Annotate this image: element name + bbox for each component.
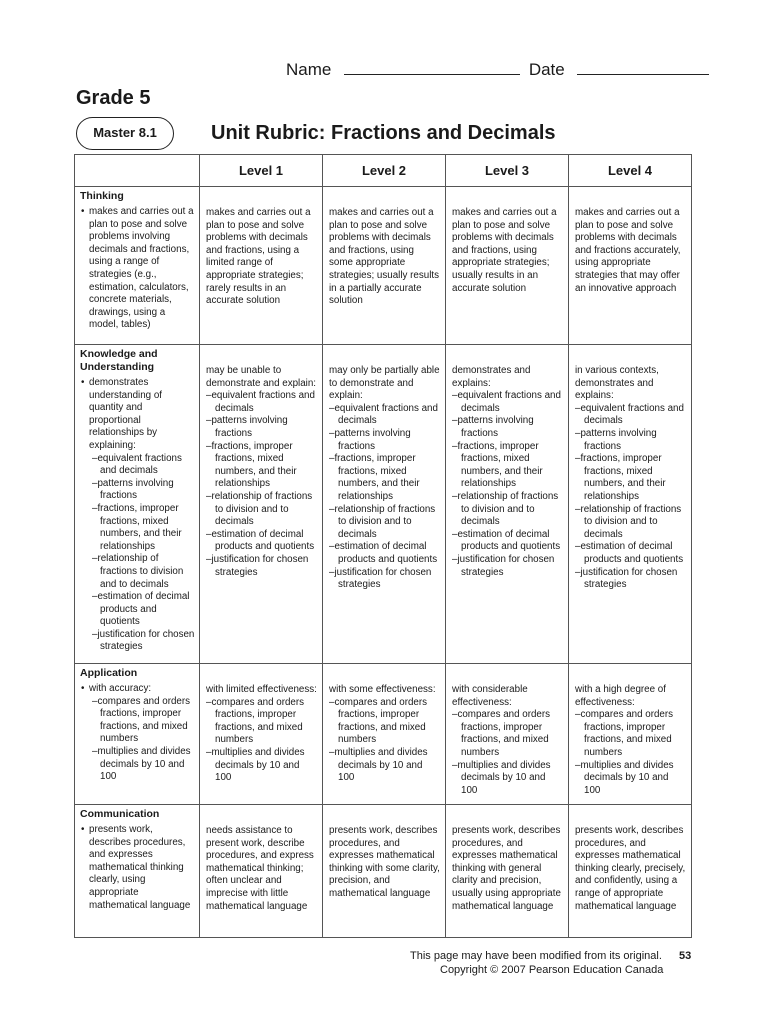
level-4-cell bbox=[569, 345, 692, 664]
level-1-cell bbox=[200, 345, 323, 664]
dash-icon: – bbox=[329, 453, 335, 465]
rubric-row bbox=[75, 805, 692, 938]
level-subitem bbox=[206, 441, 317, 491]
dash-icon: – bbox=[452, 440, 458, 452]
criterion-subitem-text: fractions, improper fractions, mixed numbers, and their relationships bbox=[97, 502, 182, 552]
criterion-subitem-text: patterns involving fractions bbox=[97, 477, 174, 502]
criterion-cell bbox=[75, 187, 200, 345]
level-subitem bbox=[206, 747, 317, 785]
level-3-cell bbox=[446, 345, 569, 664]
level-subitem bbox=[575, 403, 686, 428]
criterion-description bbox=[80, 824, 195, 912]
level-descriptor: with a high degree of effectiveness: bbox=[575, 684, 666, 708]
master-badge: Master 8.1 bbox=[76, 117, 174, 150]
level-descriptor: may only be partially able to demonstrate and explain: bbox=[329, 365, 440, 402]
level-descriptor: with limited effectiveness: bbox=[206, 684, 317, 695]
criterion-description bbox=[80, 377, 195, 453]
level-descriptor: needs assistance to present work, describe procedures, and express mathematical thinking; often unclear and imprecise with little mathematical language bbox=[206, 825, 314, 912]
criterion-subitem-text: justification for chosen strategies bbox=[97, 628, 195, 653]
bullet-icon: • bbox=[81, 377, 85, 388]
dash-icon: – bbox=[575, 453, 581, 465]
level-header: Level 1 bbox=[200, 155, 323, 187]
dash-icon: – bbox=[206, 390, 212, 402]
dash-icon: – bbox=[92, 502, 98, 514]
level-subitem-text: fractions, improper fractions, mixed numbers, and their relationships bbox=[580, 453, 666, 502]
level-subitem-text: justification for chosen strategies bbox=[457, 553, 555, 578]
level-2-cell bbox=[323, 345, 446, 664]
level-1-cell bbox=[200, 664, 323, 805]
page-number: 53 bbox=[679, 950, 692, 962]
criterion-subitem bbox=[80, 591, 195, 629]
dash-icon: – bbox=[329, 503, 335, 515]
level-2-cell bbox=[323, 187, 446, 345]
dash-icon: – bbox=[206, 696, 212, 708]
level-1-cell bbox=[200, 187, 323, 345]
dash-icon: – bbox=[452, 490, 458, 502]
criterion-subitem-text: compares and orders fractions, improper fractions, and mixed numbers bbox=[97, 695, 191, 745]
criterion-description-text: with accuracy: bbox=[89, 683, 152, 694]
name-blank[interactable] bbox=[344, 60, 520, 75]
level-header: Level 3 bbox=[446, 155, 569, 187]
criterion-subitem bbox=[80, 696, 195, 746]
level-2-cell bbox=[323, 805, 446, 938]
level-3-cell bbox=[446, 664, 569, 805]
level-subitem bbox=[575, 453, 686, 503]
bullet-icon: • bbox=[81, 683, 85, 694]
level-subitem-text: fractions, improper fractions, mixed numbers, and their relationships bbox=[211, 440, 297, 490]
level-subitem bbox=[452, 390, 563, 415]
criterion-description-text: makes and carries out a plan to pose and solve problems involving decimals and fractions, using a range of strategies (e.g., estimation, calculators, concrete materials, drawings, using a model, tables) bbox=[89, 206, 194, 331]
criterion-subitem-text: multiplies and divides decimals by 10 and 100 bbox=[97, 745, 191, 783]
name-date-line bbox=[286, 60, 709, 80]
level-descriptor: may be unable to demonstrate and explain: bbox=[206, 365, 317, 389]
level-subitem bbox=[206, 554, 317, 579]
criterion-cell bbox=[75, 664, 200, 805]
page-title: Unit Rubric: Fractions and Decimals bbox=[211, 122, 556, 144]
level-subitem-text: equivalent fractions and decimals bbox=[211, 390, 315, 414]
dash-icon: – bbox=[452, 528, 458, 540]
criterion-subitem bbox=[80, 453, 195, 478]
level-descriptor: presents work, describes procedures, and expresses mathematical thinking with some clarity, precision, and mathematical language bbox=[329, 825, 440, 899]
level-header: Level 4 bbox=[569, 155, 692, 187]
dash-icon: – bbox=[329, 566, 335, 578]
level-subitem-text: justification for chosen strategies bbox=[580, 566, 678, 591]
criterion-subitem bbox=[80, 629, 195, 654]
modification-note: This page may have been modified from its original. bbox=[410, 950, 662, 962]
level-subitem bbox=[452, 709, 563, 759]
level-subitem-text: equivalent fractions and decimals bbox=[580, 402, 684, 427]
criterion-cell bbox=[75, 345, 200, 664]
level-subitem-text: justification for chosen strategies bbox=[211, 553, 309, 578]
rubric-row bbox=[75, 187, 692, 345]
level-descriptor: demonstrates and explains: bbox=[452, 365, 531, 389]
dash-icon: – bbox=[452, 759, 458, 771]
dash-icon: – bbox=[329, 427, 335, 439]
level-subitem-text: compares and orders fractions, improper fractions, and mixed numbers bbox=[580, 709, 674, 758]
level-subitem-text: estimation of decimal products and quotients bbox=[211, 528, 315, 553]
level-subitem-text: equivalent fractions and decimals bbox=[457, 390, 561, 414]
level-subitem bbox=[452, 415, 563, 440]
criteria-header-cell bbox=[75, 155, 200, 187]
name-label: Name bbox=[286, 60, 332, 79]
dash-icon: – bbox=[92, 628, 98, 640]
criterion-name: Knowledge and Understanding bbox=[80, 348, 158, 373]
level-subitem-text: patterns involving fractions bbox=[580, 427, 657, 452]
level-subitem-text: fractions, improper fractions, mixed numbers, and their relationships bbox=[457, 440, 543, 490]
level-1-cell bbox=[200, 805, 323, 938]
dash-icon: – bbox=[575, 709, 581, 721]
level-subitem-text: multiplies and divides decimals by 10 and 100 bbox=[334, 746, 428, 784]
level-subitem bbox=[329, 453, 440, 503]
level-subitem bbox=[329, 567, 440, 592]
level-descriptor: presents work, describes procedures, and expresses mathematical thinking clearly, precisely, and confidently, using a range of appropriate mathematical language bbox=[575, 825, 686, 912]
level-subitem bbox=[452, 529, 563, 554]
level-subitem bbox=[206, 390, 317, 415]
level-4-cell bbox=[569, 187, 692, 345]
dash-icon: – bbox=[452, 553, 458, 565]
level-descriptor: presents work, describes procedures, and expresses mathematical thinking with general clarity and precision, usually using appropriate mathematical language bbox=[452, 825, 561, 912]
dash-icon: – bbox=[575, 541, 581, 553]
rubric-row bbox=[75, 664, 692, 805]
level-subitem-text: equivalent fractions and decimals bbox=[334, 402, 438, 427]
criterion-name: Application bbox=[80, 667, 138, 679]
dash-icon: – bbox=[206, 553, 212, 565]
rubric-table bbox=[74, 154, 692, 938]
dash-icon: – bbox=[92, 745, 98, 757]
criterion-subitem-text: estimation of decimal products and quotients bbox=[97, 591, 190, 628]
level-subitem-text: relationship of fractions to division and to decimals bbox=[211, 490, 313, 528]
dash-icon: – bbox=[92, 591, 98, 603]
criterion-subitem bbox=[80, 553, 195, 591]
dash-icon: – bbox=[206, 415, 212, 427]
level-descriptor: with considerable effectiveness: bbox=[452, 684, 528, 708]
level-subitem bbox=[206, 529, 317, 554]
level-subitem bbox=[575, 541, 686, 566]
level-descriptor: makes and carries out a plan to pose and solve problems with decimals and fractions, using some appropriate strategies; usually results in a partially accurate solution bbox=[329, 207, 439, 307]
level-subitem bbox=[452, 760, 563, 798]
level-descriptor: makes and carries out a plan to pose and solve problems with decimals and fractions accurately, using appropriate strategies that may offer an innovative approach bbox=[575, 207, 681, 294]
dash-icon: – bbox=[92, 695, 98, 707]
level-descriptor: with some effectiveness: bbox=[329, 684, 436, 695]
level-subitem bbox=[452, 491, 563, 529]
dash-icon: – bbox=[329, 696, 335, 708]
dash-icon: – bbox=[92, 553, 98, 565]
rubric-row bbox=[75, 345, 692, 664]
criterion-subitem-text: relationship of fractions to division and to decimals bbox=[97, 553, 184, 590]
criterion-subitem bbox=[80, 478, 195, 503]
rubric-header-row bbox=[75, 155, 692, 187]
dash-icon: – bbox=[92, 452, 98, 464]
dash-icon: – bbox=[452, 390, 458, 402]
level-subitem bbox=[452, 554, 563, 579]
level-3-cell bbox=[446, 187, 569, 345]
level-subitem bbox=[575, 760, 686, 798]
level-subitem-text: relationship of fractions to division and to decimals bbox=[580, 503, 682, 540]
level-descriptor: makes and carries out a plan to pose and solve problems with decimals and fractions, using appropriate strategies; usually results in an accurate solution bbox=[452, 207, 557, 294]
level-header: Level 2 bbox=[323, 155, 446, 187]
level-subitem-text: multiplies and divides decimals by 10 and 100 bbox=[580, 759, 674, 796]
criterion-subitem bbox=[80, 503, 195, 553]
level-subitem bbox=[575, 567, 686, 592]
criterion-subitem bbox=[80, 746, 195, 784]
criterion-description bbox=[80, 683, 195, 696]
level-subitem-text: compares and orders fractions, improper fractions, and mixed numbers bbox=[211, 696, 305, 746]
level-subitem bbox=[329, 403, 440, 428]
level-subitem-text: estimation of decimal products and quotients bbox=[457, 528, 561, 553]
level-subitem bbox=[452, 441, 563, 491]
level-subitem bbox=[206, 491, 317, 529]
level-subitem-text: compares and orders fractions, improper fractions, and mixed numbers bbox=[334, 696, 428, 746]
level-subitem-text: patterns involving fractions bbox=[334, 427, 411, 452]
bullet-icon: • bbox=[81, 206, 85, 217]
dash-icon: – bbox=[206, 746, 212, 758]
level-2-cell bbox=[323, 664, 446, 805]
level-subitem-text: relationship of fractions to division and to decimals bbox=[457, 490, 559, 528]
criterion-name: Communication bbox=[80, 808, 160, 820]
dash-icon: – bbox=[206, 440, 212, 452]
dash-icon: – bbox=[575, 759, 581, 771]
dash-icon: – bbox=[452, 709, 458, 721]
level-subitem-text: relationship of fractions to division and to decimals bbox=[334, 503, 436, 540]
dash-icon: – bbox=[575, 566, 581, 578]
level-subitem bbox=[329, 541, 440, 566]
dash-icon: – bbox=[329, 746, 335, 758]
level-subitem bbox=[575, 709, 686, 759]
copyright-note: Copyright © 2007 Pearson Education Canada bbox=[440, 964, 664, 976]
dash-icon: – bbox=[575, 503, 581, 515]
level-descriptor: makes and carries out a plan to pose and solve problems with decimals and fractions, using a limited range of appropriate strategies; rarely results in an accurate solution bbox=[206, 207, 311, 307]
criterion-description-text: presents work, describes procedures, and expresses mathematical thinking clearly, using appropriate mathematical language bbox=[89, 824, 191, 911]
level-subitem bbox=[206, 415, 317, 440]
criterion-name: Thinking bbox=[80, 190, 124, 202]
level-subitem-text: multiplies and divides decimals by 10 and 100 bbox=[457, 759, 551, 796]
grade-heading: Grade 5 bbox=[76, 87, 151, 109]
level-subitem bbox=[206, 697, 317, 747]
dash-icon: – bbox=[206, 528, 212, 540]
level-subitem-text: patterns involving fractions bbox=[457, 415, 534, 439]
dash-icon: – bbox=[452, 415, 458, 427]
level-subitem-text: multiplies and divides decimals by 10 and 100 bbox=[211, 746, 305, 784]
level-subitem-text: fractions, improper fractions, mixed numbers, and their relationships bbox=[334, 453, 420, 502]
level-4-cell bbox=[569, 664, 692, 805]
date-label: Date bbox=[528, 60, 565, 79]
dash-icon: – bbox=[575, 402, 581, 414]
level-subitem-text: patterns involving fractions bbox=[211, 415, 288, 439]
level-subitem bbox=[329, 504, 440, 542]
bullet-icon: • bbox=[81, 824, 85, 835]
level-subitem-text: justification for chosen strategies bbox=[334, 566, 432, 591]
level-subitem-text: estimation of decimal products and quotients bbox=[334, 541, 438, 565]
level-subitem bbox=[329, 747, 440, 785]
level-descriptor: in various contexts, demonstrates and explains: bbox=[575, 365, 659, 402]
level-subitem bbox=[575, 504, 686, 542]
level-3-cell bbox=[446, 805, 569, 938]
dash-icon: – bbox=[329, 402, 335, 414]
level-4-cell bbox=[569, 805, 692, 938]
dash-icon: – bbox=[575, 427, 581, 439]
criterion-description-text: demonstrates understanding of quantity and proportional relationships by explaining: bbox=[89, 377, 162, 451]
level-subitem-text: estimation of decimal products and quotients bbox=[580, 541, 684, 565]
criterion-description bbox=[80, 206, 195, 332]
criterion-subitem-text: equivalent fractions and decimals bbox=[97, 452, 182, 477]
dash-icon: – bbox=[206, 490, 212, 502]
level-subitem bbox=[329, 428, 440, 453]
date-blank[interactable] bbox=[577, 60, 709, 75]
dash-icon: – bbox=[329, 541, 335, 553]
level-subitem bbox=[329, 697, 440, 747]
level-subitem-text: compares and orders fractions, improper fractions, and mixed numbers bbox=[457, 709, 551, 758]
level-subitem bbox=[575, 428, 686, 453]
dash-icon: – bbox=[92, 477, 98, 489]
criterion-cell bbox=[75, 805, 200, 938]
